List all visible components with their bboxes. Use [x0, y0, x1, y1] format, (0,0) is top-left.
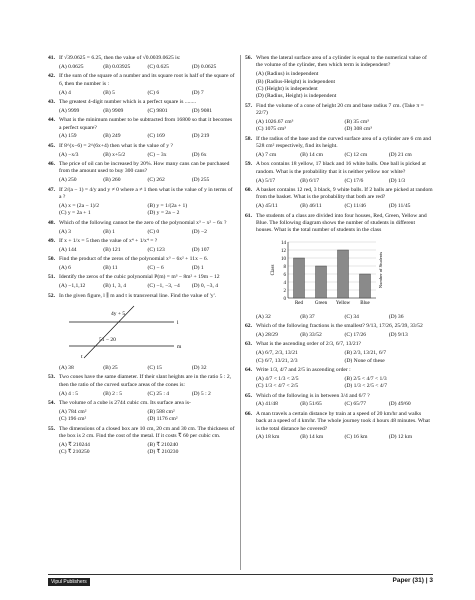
question-64 — [245, 367, 433, 374]
answer-option: (B) 260 — [103, 177, 121, 184]
answer-options — [256, 401, 433, 408]
question-54 — [48, 400, 236, 407]
question-number: 60. — [245, 187, 252, 193]
answer-option: (D) 308 cm³ — [344, 126, 372, 133]
question-text: If the radius of the base and the curved surface area of a cylinder are 6 cm and 528 cm² respectively, find its height. — [256, 135, 432, 150]
answer-option: (B) 2 : 5 — [103, 390, 123, 397]
question-number: 41. — [48, 55, 55, 61]
question-60 — [245, 187, 433, 202]
answer-option: (B) 588 cm² — [147, 408, 175, 415]
question-text: Find the volume of a cone of height 20 cm and base radius 7 cm. (Take π = 22/7) — [256, 102, 424, 117]
answer-option: (B) 5 — [103, 89, 115, 96]
answer-option: (C) 16 km — [344, 434, 368, 441]
question-number: 63. — [245, 341, 252, 348]
question-number: 52. — [48, 292, 55, 299]
bar-yellow — [338, 250, 349, 298]
answer-options — [59, 442, 236, 457]
question-58 — [245, 136, 433, 151]
question-text: The price of oil can be increased by 20%. How many cans can be purchased from the amount used to buy 300 cans? — [59, 161, 230, 175]
question-number: 61. — [245, 212, 252, 219]
y-tick-label: 12 — [281, 249, 286, 255]
question-text: Which of the following cannot be the zero of the polynomial x³ − x² − 6x ? — [59, 219, 227, 226]
question-44 — [48, 117, 236, 132]
question-46 — [48, 161, 236, 176]
answer-options — [59, 90, 236, 97]
question-48 — [48, 220, 236, 227]
answer-option: (D) 219 — [191, 133, 210, 140]
answer-option: (A) 6 — [59, 265, 71, 271]
question-text: Identify the zeros of the cubic polynomial P(m) = m³ − 8m² + 19m − 12 — [59, 274, 220, 281]
question-number: 49. — [48, 237, 55, 244]
answer-option: (C) 34 — [344, 313, 359, 320]
question-text: A man travels a certain distance by train at a speed of 20 km/hr and walks back at a speed of 4 km/hr. The whole journey took 4 hours 48 minutes. What is the total distance he covered? — [256, 410, 430, 432]
question-number: 42. — [48, 73, 55, 80]
question-50 — [48, 256, 236, 263]
answer-option: (B) 2/5 < 4/7 < 1/3 — [344, 375, 387, 382]
question-number: 65. — [245, 392, 252, 399]
answer-option: (B) 46/11 — [300, 203, 322, 210]
answer-option: (A) 4 — [59, 89, 71, 96]
answer-option: (B) 249 — [103, 133, 121, 140]
question-number: 62. — [245, 323, 252, 329]
answer-option: (B) ₹ 210240 — [147, 441, 179, 448]
answer-options — [256, 71, 433, 101]
answer-option: (C) 1075 cm³ — [256, 126, 286, 133]
question-59 — [245, 161, 433, 176]
answer-option: (D) 0, −3, 4 — [191, 283, 219, 290]
answer-options — [59, 365, 236, 372]
answer-option: (A) 7 cm — [256, 152, 277, 158]
answer-option: (C) ₹ 210250 — [59, 449, 90, 456]
question-number: 47. — [48, 186, 55, 193]
question-62 — [245, 323, 433, 330]
answer-option: (B) 1 — [103, 228, 115, 235]
question-text: What is the minimum number to be subtracted from 16800 so that it becomes a perfect square? — [59, 117, 233, 131]
left-column — [48, 55, 236, 459]
answer-option: (C) 17/6 — [344, 177, 364, 184]
question-text: The dimensions of a closed box are 10 cm, 20 cm and 30 cm. The thickness of the box is 2 cm. Find the cost of the metal. If it costs ₹ 60 per cubic cm. — [59, 425, 235, 439]
question-text: The students of a class are divided into four houses, Red, Green, Yellow and Blue. The following diagram shows the number of students in different houses. What is the total number of students in the class — [256, 212, 427, 234]
answer-option: (B) 2/3, 13/21, 6/7 — [344, 350, 386, 357]
question-43 — [48, 99, 236, 106]
answer-option: (D) 12 km — [388, 434, 413, 441]
question-56 — [245, 55, 433, 70]
answer-option: (C) 169 — [147, 133, 165, 140]
question-text: If x + 1/x = 5 then the value of x⁴ + 1/x⁴ = ? — [59, 237, 158, 244]
question-number: 56. — [245, 55, 252, 61]
answer-option: (C) 196 cm² — [59, 416, 87, 423]
y-tick-label: 8 — [283, 265, 286, 271]
answer-option: (B) 14 cm — [300, 152, 323, 158]
answer-option: (A) 0.0625 — [59, 63, 84, 70]
question-number: 57. — [245, 102, 252, 109]
house-bar-chart — [270, 236, 433, 311]
answer-option: (B) 37 — [300, 313, 315, 320]
question-number: 54. — [48, 399, 55, 406]
answer-option: (A) 45/11 — [256, 203, 278, 210]
question-number: 66. — [245, 410, 252, 417]
answer-option: (D) 107 — [191, 246, 210, 253]
answer-option: (B) x+5/2 — [103, 151, 126, 158]
answer-option: (C) 262 — [147, 177, 165, 184]
answer-option: (D) 0.0625 — [191, 63, 217, 70]
line-l-label: l — [177, 319, 179, 326]
category-label: Red — [294, 301, 304, 307]
question-text: When the lateral surface area of a cylinder is equal to the numerical value of the volume of the cylinder, then which term is independent? — [256, 55, 427, 69]
y-tick-label: 2 — [283, 289, 286, 295]
answer-option: (A) 4/7 < 1/3 < 2/5 — [256, 375, 299, 382]
answer-options — [59, 229, 236, 236]
question-text: If √39.0625 = 6.25, then the value of √0.0039.0625 is: — [59, 55, 181, 61]
answer-option: (B) 35 cm³ — [344, 119, 369, 125]
answer-option: (A) (Radius) is independent — [256, 71, 319, 78]
question-text: In the given figure, l ∥ m and t is transversal line. Find the value of 'y'. — [59, 292, 216, 299]
question-42 — [48, 73, 236, 88]
answer-option: (A) 18 km — [256, 434, 280, 441]
answer-option: (C) 11/46 — [344, 203, 366, 210]
answer-option: (D) 9081 — [191, 107, 213, 114]
answer-option: (D) 1/3 — [388, 177, 406, 184]
category-label: Blue — [360, 301, 370, 307]
line-m-label: m — [177, 343, 182, 350]
answer-options — [59, 283, 236, 290]
question-63 — [245, 341, 433, 348]
question-61 — [245, 213, 433, 235]
answer-option: (B) 1, 3, 4 — [103, 283, 127, 290]
bar-red — [294, 258, 305, 298]
answer-option: (D) −2 — [191, 228, 207, 235]
y-tick-label: 4 — [283, 281, 286, 287]
answer-option: (D) (Radius, Height) is independent — [256, 93, 337, 100]
question-53 — [48, 374, 236, 389]
question-65 — [245, 393, 433, 400]
answer-option: (B) 9909 — [103, 107, 124, 114]
answer-option: (A) 784 cm² — [59, 408, 87, 415]
answer-options — [59, 177, 236, 184]
transversal-t — [84, 306, 134, 358]
answer-option: (D) y = 2a − 2 — [147, 210, 180, 217]
question-text: Write 1/3, 4/7 and 2/5 in ascending order : — [256, 366, 351, 373]
answer-option: (D) 36 — [388, 313, 404, 320]
question-41 — [48, 55, 236, 62]
answer-option: (D) 9/13 — [388, 331, 408, 338]
answer-options — [59, 152, 236, 159]
answer-option: (C) − 3x — [147, 151, 167, 158]
answer-option: (C) 6/7, 13/21, 2/3 — [256, 357, 298, 364]
page-footer — [48, 574, 433, 587]
right-axis-label: Number of Students — [378, 252, 383, 289]
answer-options — [256, 350, 433, 365]
answer-options — [256, 434, 433, 441]
answer-options — [256, 314, 433, 321]
answer-option: (D) None of these — [344, 357, 385, 364]
answer-option: (D) 5 : 2 — [191, 390, 211, 397]
answer-options — [59, 133, 236, 140]
answer-option: (A) 41/48 — [256, 401, 278, 408]
answer-option: (A) 159 — [59, 133, 77, 140]
question-text: A basket contains 12 red, 3 black, 9 white balls. If 2 balls are picked at random from the basket. What is the probability that both are red? — [256, 187, 433, 201]
answer-option: (A) 250 — [59, 177, 77, 184]
answer-option: (A) 3 — [59, 228, 71, 235]
question-text: What is the ascending order of 2/3, 6/7, 13/21? — [256, 341, 362, 348]
category-label: Yellow — [335, 301, 351, 307]
y-axis-label: Class — [271, 264, 276, 276]
answer-option: (A) 1026.67 cm³ — [256, 119, 294, 125]
answer-option: (C) 25 : 4 — [147, 390, 170, 397]
answer-option: (C) 1/3 < 4/7 < 2/5 — [256, 383, 299, 390]
answer-option: (C) 6 — [147, 89, 160, 96]
question-text: The volume of a cube is 2744 cubic cm. Its surface area is- — [59, 399, 191, 406]
answer-options — [256, 332, 433, 339]
question-text: If 2/(a − 1) = 4/y and y ≠ 0 where a ≠ 1 then what is the value of y in terms of a ? — [59, 186, 233, 200]
answer-options — [256, 119, 433, 134]
answer-option: (A) −x/3 — [59, 151, 79, 158]
bar-blue — [360, 274, 371, 298]
question-text: Which of the following fractions is the smallest? 9/13, 17/26, 25/39, 33/52 — [256, 323, 423, 329]
chart-svg — [270, 236, 390, 308]
answer-option: (D) 7 — [191, 89, 204, 96]
answer-option: (D) 32 — [191, 364, 207, 371]
parallel-lines-figure — [59, 302, 236, 363]
answer-option: (C) 0.625 — [147, 63, 169, 70]
y-tick-label: 0 — [283, 297, 286, 303]
question-text: If the sum of the square of a number and its square root is half of the square of 6, then the number is : — [59, 73, 235, 87]
answer-option: (A) 6/7, 2/3, 13/21 — [256, 350, 298, 357]
question-52 — [48, 293, 236, 300]
answer-options — [59, 203, 236, 218]
question-number: 44. — [48, 117, 55, 124]
answer-option: (A) 9999 — [59, 107, 80, 114]
answer-option: (B) 51/65 — [300, 401, 322, 408]
answer-options — [59, 391, 236, 398]
answer-option: (C) 123 — [147, 246, 165, 253]
question-47 — [48, 187, 236, 202]
answer-option: (A) −1,1,12 — [59, 283, 86, 290]
question-text: Find the product of the zeros of the polynomial x³ − 6x² + 11x − 6. — [59, 256, 209, 263]
question-number: 43. — [48, 98, 55, 105]
answer-options — [59, 247, 236, 254]
answer-option: (A) 5/17 — [256, 177, 276, 184]
question-text: A box contains 18 yellow, 17 black and 16 white balls. One ball is picked at random. What is the probability that it is neither yellow nor white? — [256, 161, 426, 175]
answer-options — [59, 409, 236, 424]
answer-option: (D) 1 — [191, 265, 204, 271]
answer-option: (C) 15 — [147, 364, 162, 371]
angle-label-mid: 51 − 20 — [99, 336, 116, 343]
line-t-label: t — [81, 353, 83, 360]
page-number: Paper (31) | 3 — [392, 577, 433, 584]
question-text: The greatest 4-digit number which is a perfect square is ........ — [59, 98, 197, 105]
answer-option: (C) (Height) is independent — [256, 86, 318, 92]
answer-option: (D) 1/3 < 2/5 < 4/7 — [344, 383, 388, 390]
answer-options — [256, 152, 433, 159]
question-number: 45. — [48, 142, 55, 149]
answer-option: (B) 121 — [103, 246, 121, 253]
question-number: 48. — [48, 219, 55, 226]
answer-option: (A) x = (2a − 1)/2 — [59, 202, 100, 209]
answer-option: (C) 0 — [147, 228, 160, 235]
answer-option: (A) 144 — [59, 246, 77, 253]
figure-svg — [59, 302, 189, 360]
category-label: Green — [314, 301, 328, 307]
y-tick-label: 14 — [281, 241, 286, 247]
answer-options — [256, 203, 433, 210]
answer-option: (D) 49/60 — [388, 401, 411, 408]
answer-option: (C) y = 2a + 1 — [59, 210, 91, 217]
answer-option: (C) 12 cm — [344, 152, 368, 158]
question-57 — [245, 103, 433, 118]
answer-option: (C) 9801 — [147, 107, 168, 114]
question-55 — [48, 426, 236, 441]
answer-option: (A) 38 — [59, 364, 74, 371]
question-51 — [48, 274, 236, 281]
answer-option: (D) ₹ 210230 — [147, 449, 179, 456]
right-column — [245, 55, 433, 444]
question-number: 51. — [48, 274, 55, 281]
answer-option: (B) (Radius-Height) is independent — [256, 78, 336, 85]
answer-option: (B) y = 1/(2a + 1) — [147, 202, 188, 209]
question-number: 64. — [245, 366, 252, 373]
answer-option: (B) 33/52 — [300, 331, 322, 338]
answer-option: (A) 28/29 — [256, 331, 278, 338]
answer-option: (A) ₹ 210244 — [59, 441, 90, 448]
question-number: 55. — [48, 425, 55, 432]
answer-option: (D) 6x — [191, 151, 207, 158]
question-text: Which of the following is in between 3/4 and 6/7 ? — [256, 392, 370, 399]
answer-option: (D) 21 cm — [388, 152, 412, 158]
question-45 — [48, 143, 236, 150]
question-text: Two cones have the same diameter. If their slant heights are in the ratio 5 : 2, then the ratio of the curved surface areas of the cones is: — [59, 374, 232, 388]
publisher-badge: Vipul Publishers — [48, 578, 90, 586]
answer-options — [256, 178, 433, 185]
question-number: 58. — [245, 135, 252, 142]
answer-options — [59, 265, 236, 272]
y-tick-label: 10 — [281, 257, 286, 263]
question-number: 53. — [48, 374, 55, 381]
answer-option: (D) 1176 cm² — [147, 416, 178, 423]
question-number: 59. — [245, 161, 252, 168]
bar-green — [316, 266, 327, 298]
answer-option: (A) 32 — [256, 313, 271, 320]
answer-option: (D) 255 — [191, 177, 210, 184]
angle-label-top: 4y + 5 — [111, 310, 126, 317]
answer-option: (D) 11/45 — [388, 203, 411, 210]
question-number: 50. — [48, 256, 55, 263]
y-tick-label: 6 — [283, 273, 286, 279]
answer-options — [256, 376, 433, 391]
answer-option: (C) 65/77 — [344, 401, 367, 408]
answer-options — [59, 64, 236, 71]
answer-option: (C) 17/26 — [344, 331, 367, 338]
answer-option: (B) 14 km — [300, 434, 324, 441]
question-66 — [245, 411, 433, 433]
answer-option: (C) −1, −3, −4 — [147, 283, 180, 290]
answer-option: (B) 11 — [103, 265, 118, 271]
column-divider — [240, 55, 241, 570]
answer-option: (C) − 6 — [147, 265, 164, 271]
question-49 — [48, 238, 236, 245]
answer-option: (B) 6/17 — [300, 177, 320, 184]
answer-option: (B) 25 — [103, 364, 118, 371]
question-text: If 8^(x−6) = 2^(6x+4) then what is the value of y ? — [59, 142, 173, 149]
answer-options — [59, 108, 236, 115]
question-number: 46. — [48, 161, 55, 167]
answer-option: (B) 0.03925 — [103, 63, 131, 70]
answer-option: (A) 4 : 5 — [59, 390, 79, 397]
